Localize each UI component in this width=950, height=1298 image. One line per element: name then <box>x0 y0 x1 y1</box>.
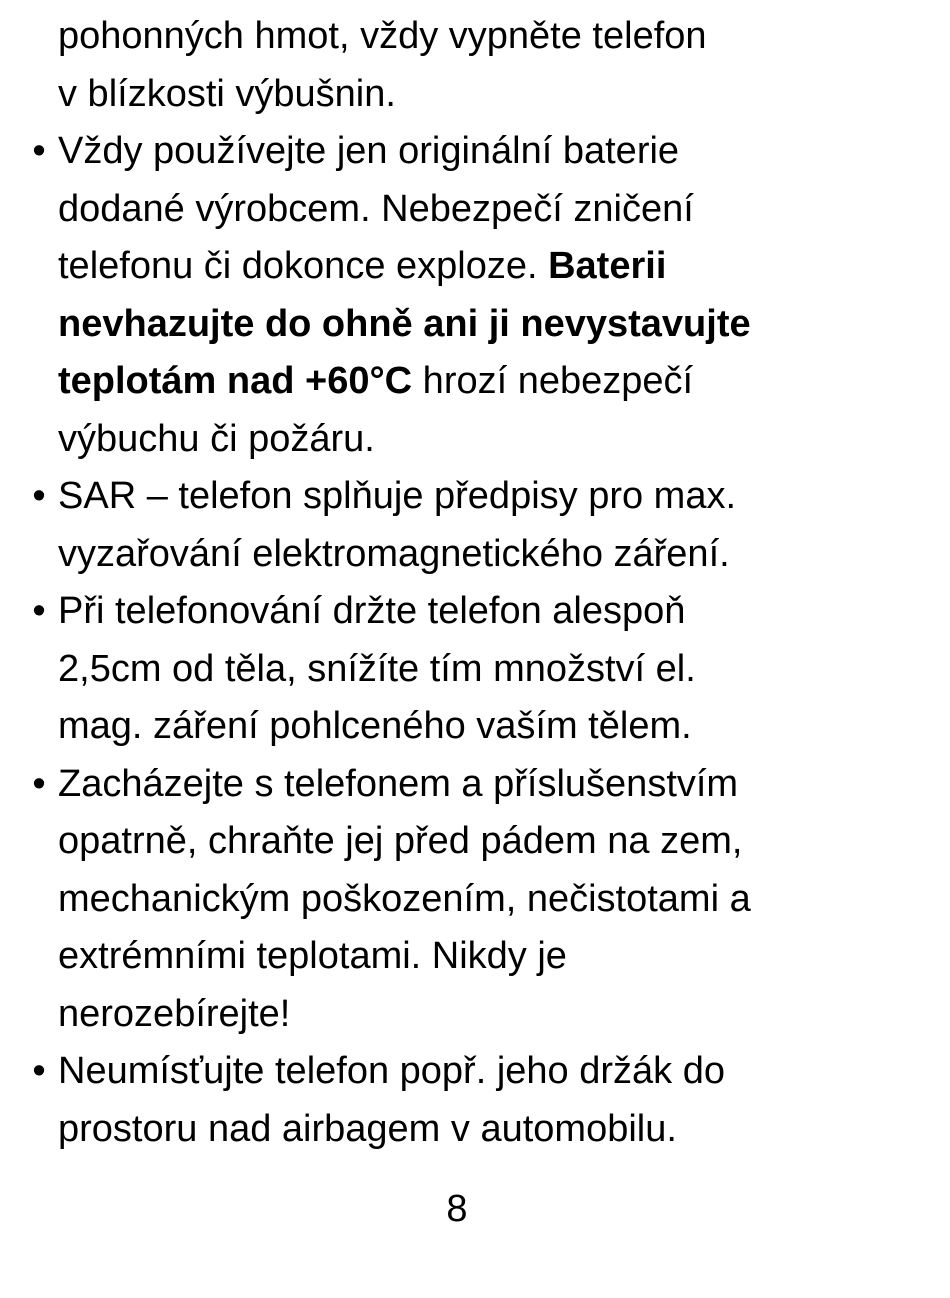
text-line: nerozebírejte! <box>58 992 291 1035</box>
text-run: telefonu či dokonce exploze. <box>58 245 549 287</box>
text-line: v blízkosti výbušnin. <box>58 72 396 115</box>
text-line: SAR – telefon splňuje předpisy pro max. <box>58 475 737 517</box>
text-line: Zacházejte s telefonem a příslušenstvím <box>58 762 739 805</box>
list-item-handling <box>32 756 938 1044</box>
bold-warning: nevhazujte do ohně ani ji nevystavujte <box>58 302 751 345</box>
list-item-sar <box>32 468 938 583</box>
text-line: vyzařování elektromagnetického záření. <box>58 532 730 575</box>
text-line: pohonných hmot, vždy vypněte telefon <box>58 15 707 57</box>
text-line: 2,5cm od těla, snížíte tím množství el. <box>58 647 696 690</box>
text-line: mag. záření pohlceného vaším tělem. <box>58 705 692 747</box>
bullet-icon: • <box>32 762 46 805</box>
text-line: extrémními teplotami. Nikdy je <box>58 935 567 977</box>
safety-instructions <box>32 8 938 1158</box>
bullet-icon: • <box>32 475 46 517</box>
text-line: prostoru nad airbagem v automobilu. <box>58 1107 677 1150</box>
text-run: hrozí nebezpečí <box>412 360 694 402</box>
bold-warning: Baterii <box>548 245 667 287</box>
list-item-airbag <box>32 1043 938 1158</box>
bullet-icon: • <box>32 590 46 632</box>
bullet-icon: • <box>32 130 46 172</box>
text-line <box>58 238 938 296</box>
text-line: Neumísťujte telefon popř. jeho držák do <box>58 1050 725 1092</box>
bold-warning: teplotám nad +60°C <box>58 360 413 402</box>
text-line: mechanickým poškozením, nečistotami a <box>58 877 751 920</box>
text-line: dodané výrobcem. Nebezpečí zničení <box>58 187 694 230</box>
bullet-icon: • <box>32 1050 46 1092</box>
text-line: opatrně, chraňte jej před pádem na zem, <box>58 820 743 862</box>
list-item-distance <box>32 583 938 756</box>
text-line: Při telefonování držte telefon alespoň <box>58 590 686 632</box>
text-line: výbuchu či požáru. <box>58 417 375 460</box>
text-line: Vždy používejte jen originální baterie <box>58 130 680 172</box>
list-item-battery <box>32 123 938 468</box>
intro-paragraph <box>58 8 938 123</box>
page-number: 8 <box>446 1188 468 1230</box>
text-line <box>58 296 938 354</box>
text-line <box>58 353 938 411</box>
